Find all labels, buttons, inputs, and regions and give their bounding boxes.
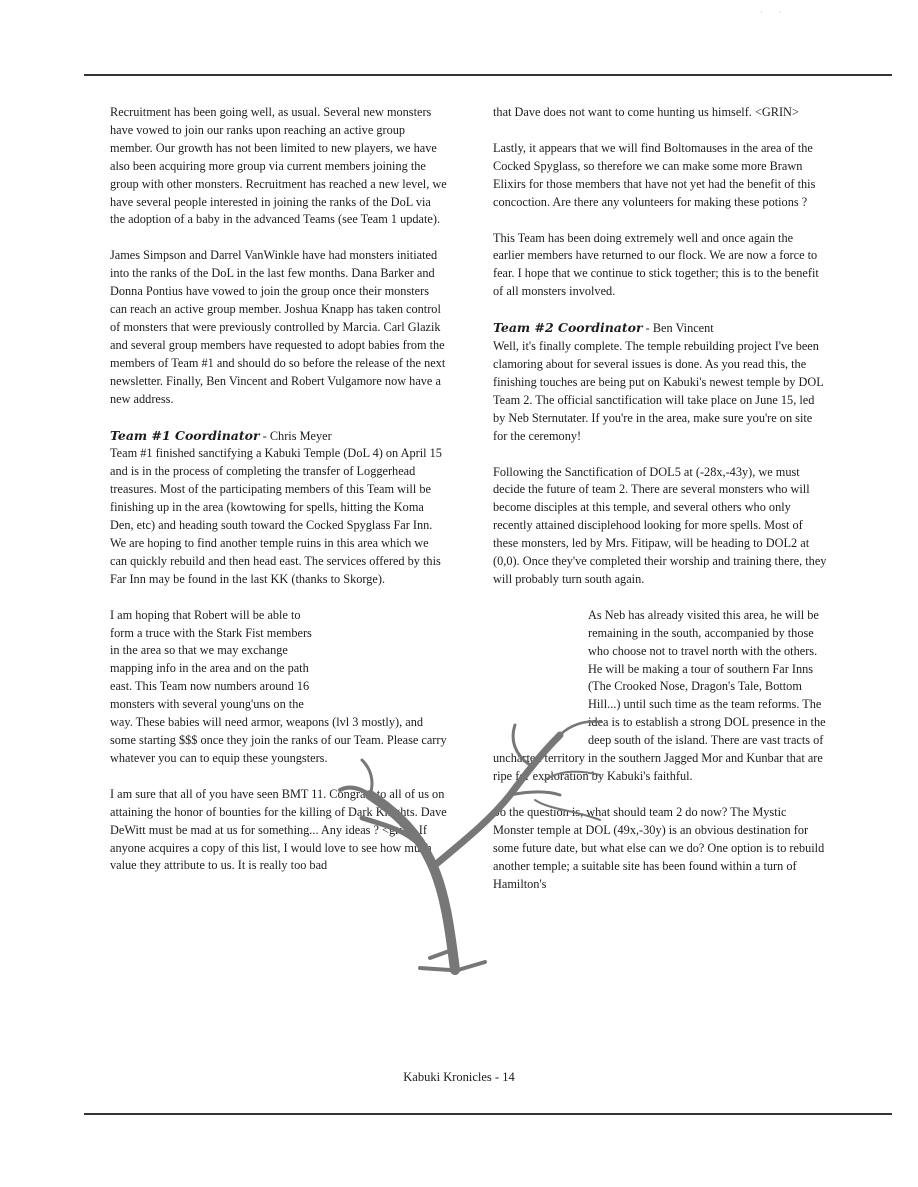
team2-coordinator-name: Ben Vincent: [652, 321, 714, 336]
scan-specks: · ·: [760, 8, 782, 17]
team1-coordinator-name: Chris Meyer: [269, 428, 332, 443]
team2-heading: [493, 319, 827, 338]
team1-body: Team #1 finished sanctifying a Kabuki Temple (DoL 4) on April 15 and is in the process of completing the transfer of Loggerhead treasures. Most of the participating members of this Team will be finishing up in the area (kowtowing for spells, hitting the Koma Den, etc) and heading south toward the Cocked Spyglass Far Inn. We are hoping to find another temple ruins in this area which we can quickly rebuild and then head east. The services offered by this Far Inn may be found in the last KK (thanks to Skorge).: [110, 446, 442, 586]
team2-body: Well, it's finally complete. The temple rebuilding project I've been clamoring about for several issues is done. As you read this, the finishing touches are being put on Kabuki's newest temple by DOL Team 2. The official sanctification will take place on June 15, led by Neb Sternutater. If you're in the area, make sure you're on site for the ceremony!: [493, 339, 824, 443]
team2-separator: -: [642, 321, 653, 336]
team1-heading: [110, 427, 448, 446]
bounties-paragraph: I am sure that all of you have seen BMT 11. Congrats to all of us on attaining the honor of bounties for the killing of Dark Knights. Dave DeWitt must be mad at us for something... Any ideas ? <grin> If anyone acquires a copy of this list, I would love to see how much value they attribute to us. It is really too bad: [110, 786, 447, 873]
team1-coordinator-label: Team #1 Coordinator: [110, 427, 260, 443]
page-footer: Kabuki Kronicles - 14: [403, 1070, 515, 1084]
dave-paragraph: that Dave does not want to come hunting us himself. <GRIN>: [493, 105, 799, 119]
new-members-paragraph: James Simpson and Darrel VanWinkle have had monsters initiated into the ranks of the DoL in the last few months. Dana Barker and Donna Pontius have vowed to join the group once their monsters can reach an active group member. Joshua Knapp has taken control of monsters that were previously controlled by Marcia. Carl Glazik and several group members have requested to adopt babies from the members of Team #1 and should do so before the release of the next newsletter. Finally, Ben Vincent and Robert Vulgamore now have a new address.: [110, 248, 446, 406]
team1-separator: -: [259, 428, 270, 443]
header-rule: [84, 74, 892, 76]
force-paragraph: This Team has been doing extremely well and once again the earlier members have returned to our flock. We are now a force to fear. I hope that we continue to stick together; this is to the benefit of all monsters involved.: [493, 230, 819, 299]
question-paragraph: So the question is, what should team 2 do now? The Mystic Monster temple at DOL (49x,-30y) is an obvious destination for some future date, but what else can we do? One option is to rebuild another temple; a suitable site has been found within a turn of Hamilton's: [493, 804, 825, 891]
elixirs-paragraph: Lastly, it appears that we will find Boltomauses in the area of the Cocked Spyglass, so therefore we can make some more Brawn Elixirs for those members that have not yet had the benefit of this concoction. Are there any volunteers for making these potions ?: [493, 140, 816, 209]
neb-text: As Neb has already visited this area, he will be remaining in the south, accompanied by those who choose not to travel north with the others. He will be making a tour of southern Far Inns (The Crooked Nose, Dragon's Tale, Bottom Hill...) until such time as the team reforms. The idea is to establish a strong DOL presence in the deep south of the island. There are vast tracts of uncharted territory in the southern Jagged Mor and Kunbar that are ripe for exploration by Kabuki's faithful.: [493, 607, 826, 783]
recruitment-paragraph: Recruitment has been going well, as usual. Several new monsters have vowed to join our ranks upon reaching an active group member. Our growth has not been limited to new players, we have also been acquiring more group via current members joining the group with other monsters. Recruitment has reached a new level, we have several people interested in joining the ranks of the DoL via the adoption of a baby in the advanced Teams (see Team 1 update).: [110, 105, 447, 227]
tree-wrap-space: [323, 607, 448, 707]
sanctification-paragraph: Following the Sanctification of DOL5 at (-28x,-43y), we must decide the future of team 2. There are several monsters who will become disciples at this temple, and several others who only recently attained disciplehood looking for more spells. Most of these monsters, led by Mrs. Fitipaw, will be heading to DOL2 at (0,0). Once they've completed their worship and training there, they will probably turn south again.: [493, 464, 827, 586]
footer-rule: [84, 1113, 892, 1115]
truce-text: I am hoping that Robert will be able to form a truce with the Stark Fist members in the area so that we may exchange mapping info in the area and on the path east. This Team now numbers around 16 monsters with several young'uns on the way. These babies will need armor, weapons (lvl 3 mostly), and some starting $$$ once they join the ranks of our Team. Please carry whatever you can to equip these youngsters.: [110, 607, 447, 765]
team2-coordinator-label: Team #2 Coordinator: [493, 320, 643, 336]
tree-illustration: [300, 700, 630, 980]
